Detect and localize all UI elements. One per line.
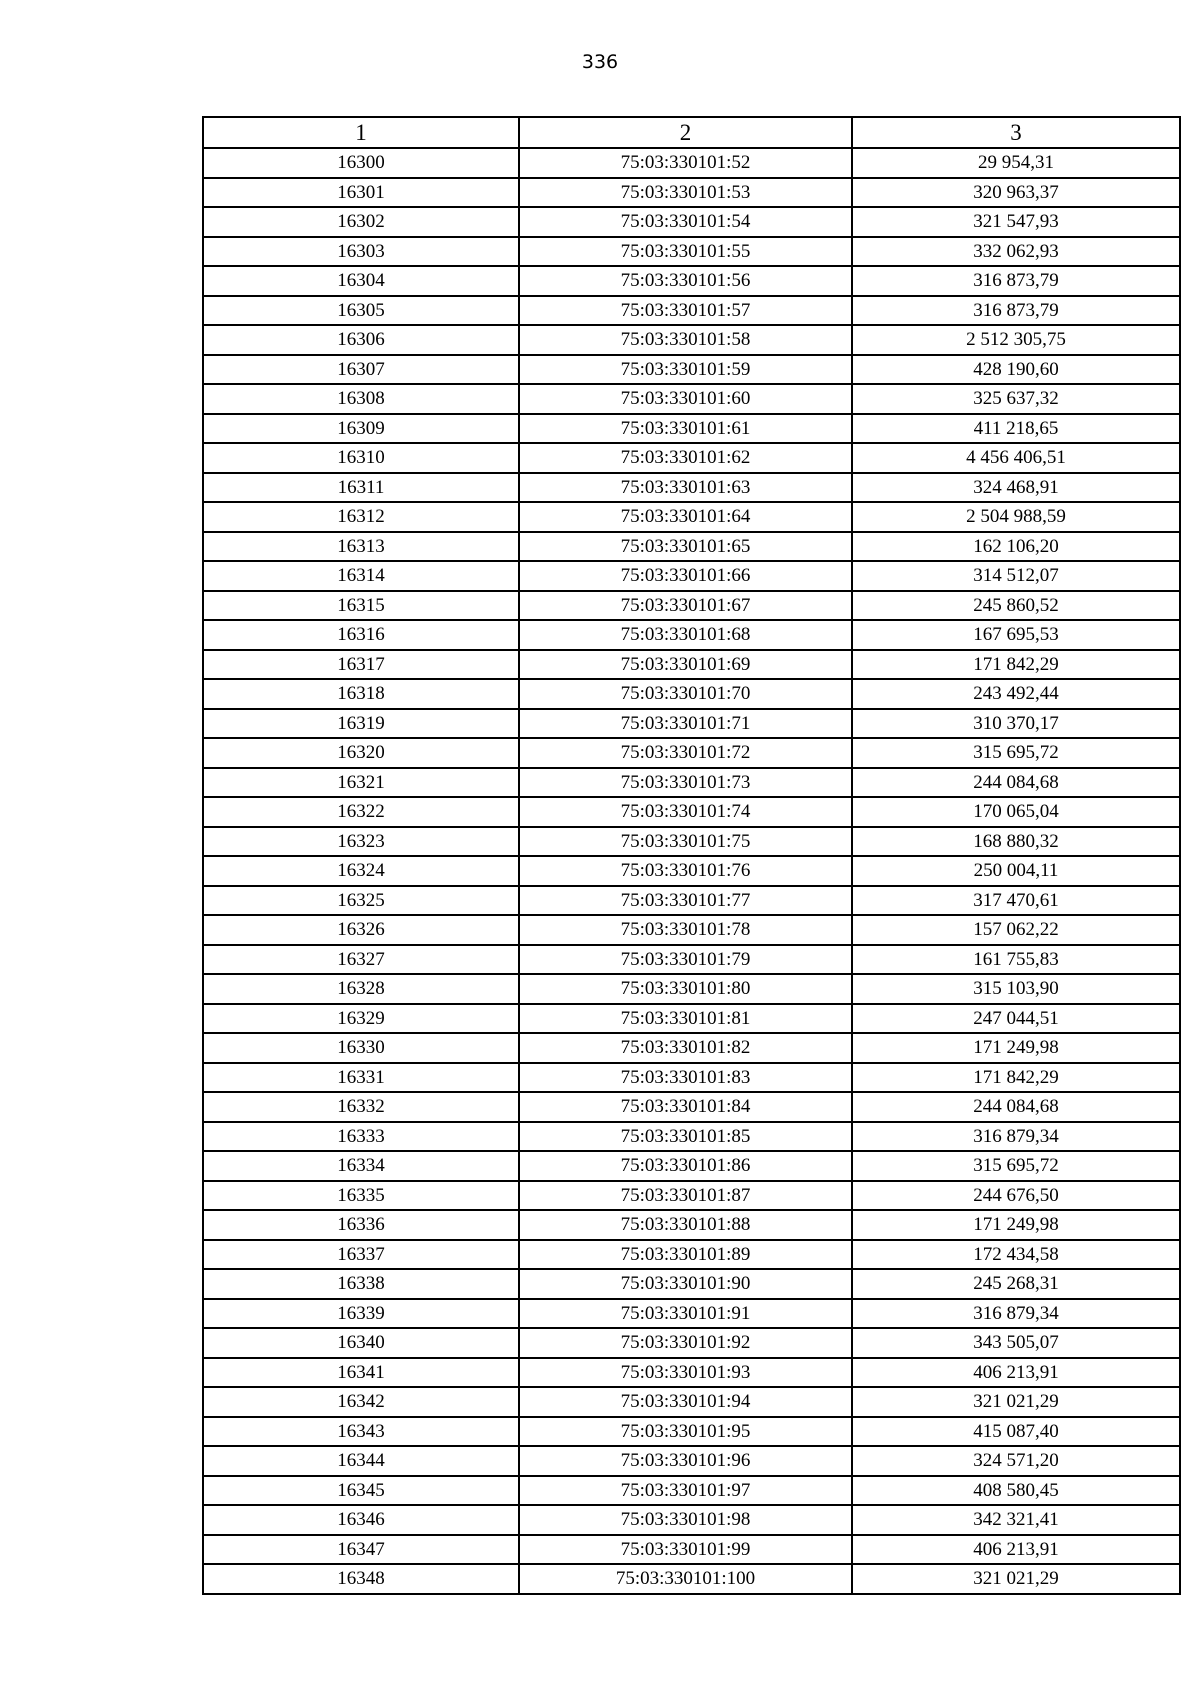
value-cell: 314 512,07: [852, 561, 1180, 591]
cadastral-number-cell: 75:03:330101:92: [519, 1328, 852, 1358]
cadastral-number-cell: 75:03:330101:71: [519, 709, 852, 739]
table-row: [203, 1063, 1180, 1093]
cadastral-number-cell: 75:03:330101:58: [519, 325, 852, 355]
cadastral-number-cell: 75:03:330101:68: [519, 620, 852, 650]
cadastral-number-cell: 75:03:330101:87: [519, 1181, 852, 1211]
table-row: [203, 266, 1180, 296]
value-cell: 2 504 988,59: [852, 502, 1180, 532]
table-row: [203, 414, 1180, 444]
table-row: [203, 738, 1180, 768]
value-cell: 168 880,32: [852, 827, 1180, 857]
row-number-cell: 16320: [203, 738, 519, 768]
cadastral-number-cell: 75:03:330101:74: [519, 797, 852, 827]
cadastral-number-cell: 75:03:330101:76: [519, 856, 852, 886]
table-row: [203, 1122, 1180, 1152]
value-cell: 316 879,34: [852, 1299, 1180, 1329]
cadastral-number-cell: 75:03:330101:56: [519, 266, 852, 296]
value-cell: 316 879,34: [852, 1122, 1180, 1152]
cadastral-number-cell: 75:03:330101:55: [519, 237, 852, 267]
row-number-cell: 16301: [203, 178, 519, 208]
table-row: [203, 797, 1180, 827]
row-number-cell: 16342: [203, 1387, 519, 1417]
cadastral-number-cell: 75:03:330101:60: [519, 384, 852, 414]
column-header-1: 1: [203, 117, 519, 148]
cadastral-number-cell: 75:03:330101:83: [519, 1063, 852, 1093]
value-cell: 316 873,79: [852, 266, 1180, 296]
row-number-cell: 16325: [203, 886, 519, 916]
table-row: [203, 1269, 1180, 1299]
cadastral-number-cell: 75:03:330101:70: [519, 679, 852, 709]
value-cell: 245 860,52: [852, 591, 1180, 621]
value-cell: 310 370,17: [852, 709, 1180, 739]
cadastral-number-cell: 75:03:330101:82: [519, 1033, 852, 1063]
row-number-cell: 16316: [203, 620, 519, 650]
row-number-cell: 16348: [203, 1564, 519, 1594]
cadastral-number-cell: 75:03:330101:97: [519, 1476, 852, 1506]
value-cell: 321 547,93: [852, 207, 1180, 237]
table-row: [203, 1505, 1180, 1535]
cadastral-number-cell: 75:03:330101:62: [519, 443, 852, 473]
data-table: [202, 116, 1181, 1595]
cadastral-number-cell: 75:03:330101:84: [519, 1092, 852, 1122]
row-number-cell: 16345: [203, 1476, 519, 1506]
row-number-cell: 16346: [203, 1505, 519, 1535]
cadastral-number-cell: 75:03:330101:73: [519, 768, 852, 798]
cadastral-number-cell: 75:03:330101:98: [519, 1505, 852, 1535]
row-number-cell: 16344: [203, 1446, 519, 1476]
table-row: [203, 650, 1180, 680]
value-cell: 244 084,68: [852, 1092, 1180, 1122]
row-number-cell: 16337: [203, 1240, 519, 1270]
table-row: [203, 1092, 1180, 1122]
value-cell: 321 021,29: [852, 1564, 1180, 1594]
table-row: [203, 856, 1180, 886]
row-number-cell: 16310: [203, 443, 519, 473]
row-number-cell: 16321: [203, 768, 519, 798]
row-number-cell: 16327: [203, 945, 519, 975]
value-cell: 243 492,44: [852, 679, 1180, 709]
cadastral-number-cell: 75:03:330101:52: [519, 148, 852, 178]
table-header-row: [203, 117, 1180, 148]
table-row: [203, 532, 1180, 562]
row-number-cell: 16332: [203, 1092, 519, 1122]
value-cell: 325 637,32: [852, 384, 1180, 414]
cadastral-number-cell: 75:03:330101:75: [519, 827, 852, 857]
cadastral-number-cell: 75:03:330101:85: [519, 1122, 852, 1152]
table-row: [203, 148, 1180, 178]
cadastral-number-cell: 75:03:330101:65: [519, 532, 852, 562]
value-cell: 29 954,31: [852, 148, 1180, 178]
value-cell: 315 695,72: [852, 738, 1180, 768]
cadastral-number-cell: 75:03:330101:88: [519, 1210, 852, 1240]
column-header-2: 2: [519, 117, 852, 148]
table-row: [203, 886, 1180, 916]
row-number-cell: 16303: [203, 237, 519, 267]
value-cell: 316 873,79: [852, 296, 1180, 326]
table-row: [203, 768, 1180, 798]
value-cell: 406 213,91: [852, 1358, 1180, 1388]
cadastral-number-cell: 75:03:330101:86: [519, 1151, 852, 1181]
row-number-cell: 16333: [203, 1122, 519, 1152]
table-body: [203, 148, 1180, 1594]
table-row: [203, 974, 1180, 1004]
table-row: [203, 473, 1180, 503]
table-row: [203, 178, 1180, 208]
value-cell: 332 062,93: [852, 237, 1180, 267]
cadastral-number-cell: 75:03:330101:57: [519, 296, 852, 326]
row-number-cell: 16304: [203, 266, 519, 296]
table-row: [203, 1328, 1180, 1358]
table-row: [203, 1358, 1180, 1388]
value-cell: 411 218,65: [852, 414, 1180, 444]
table-row: [203, 1299, 1180, 1329]
value-cell: 171 842,29: [852, 650, 1180, 680]
table-row: [203, 1210, 1180, 1240]
row-number-cell: 16309: [203, 414, 519, 444]
table-row: [203, 1181, 1180, 1211]
cadastral-number-cell: 75:03:330101:81: [519, 1004, 852, 1034]
table-row: [203, 1446, 1180, 1476]
value-cell: 170 065,04: [852, 797, 1180, 827]
value-cell: 4 456 406,51: [852, 443, 1180, 473]
value-cell: 320 963,37: [852, 178, 1180, 208]
value-cell: 244 084,68: [852, 768, 1180, 798]
value-cell: 342 321,41: [852, 1505, 1180, 1535]
row-number-cell: 16300: [203, 148, 519, 178]
cadastral-number-cell: 75:03:330101:53: [519, 178, 852, 208]
row-number-cell: 16336: [203, 1210, 519, 1240]
row-number-cell: 16318: [203, 679, 519, 709]
value-cell: 157 062,22: [852, 915, 1180, 945]
value-cell: 315 103,90: [852, 974, 1180, 1004]
row-number-cell: 16341: [203, 1358, 519, 1388]
value-cell: 324 468,91: [852, 473, 1180, 503]
cadastral-number-cell: 75:03:330101:94: [519, 1387, 852, 1417]
value-cell: 408 580,45: [852, 1476, 1180, 1506]
value-cell: 250 004,11: [852, 856, 1180, 886]
cadastral-number-cell: 75:03:330101:66: [519, 561, 852, 591]
table-row: [203, 502, 1180, 532]
value-cell: 161 755,83: [852, 945, 1180, 975]
row-number-cell: 16329: [203, 1004, 519, 1034]
cadastral-number-cell: 75:03:330101:89: [519, 1240, 852, 1270]
cadastral-number-cell: 75:03:330101:77: [519, 886, 852, 916]
value-cell: 171 249,98: [852, 1210, 1180, 1240]
value-cell: 245 268,31: [852, 1269, 1180, 1299]
table-row: [203, 1033, 1180, 1063]
value-cell: 415 087,40: [852, 1417, 1180, 1447]
table-row: [203, 1476, 1180, 1506]
row-number-cell: 16347: [203, 1535, 519, 1565]
table-row: [203, 945, 1180, 975]
row-number-cell: 16311: [203, 473, 519, 503]
page-number: 336: [581, 51, 619, 73]
row-number-cell: 16330: [203, 1033, 519, 1063]
row-number-cell: 16315: [203, 591, 519, 621]
value-cell: 343 505,07: [852, 1328, 1180, 1358]
cadastral-number-cell: 75:03:330101:72: [519, 738, 852, 768]
row-number-cell: 16312: [203, 502, 519, 532]
cadastral-number-cell: 75:03:330101:67: [519, 591, 852, 621]
row-number-cell: 16335: [203, 1181, 519, 1211]
cadastral-number-cell: 75:03:330101:61: [519, 414, 852, 444]
table-row: [203, 1004, 1180, 1034]
table-row: [203, 1535, 1180, 1565]
table-row: [203, 827, 1180, 857]
table-row: [203, 207, 1180, 237]
row-number-cell: 16343: [203, 1417, 519, 1447]
table-row: [203, 915, 1180, 945]
value-cell: 171 249,98: [852, 1033, 1180, 1063]
row-number-cell: 16331: [203, 1063, 519, 1093]
value-cell: 2 512 305,75: [852, 325, 1180, 355]
cadastral-number-cell: 75:03:330101:54: [519, 207, 852, 237]
row-number-cell: 16317: [203, 650, 519, 680]
row-number-cell: 16324: [203, 856, 519, 886]
row-number-cell: 16326: [203, 915, 519, 945]
value-cell: 162 106,20: [852, 532, 1180, 562]
table-row: [203, 443, 1180, 473]
table-row: [203, 296, 1180, 326]
row-number-cell: 16338: [203, 1269, 519, 1299]
value-cell: 171 842,29: [852, 1063, 1180, 1093]
value-cell: 406 213,91: [852, 1535, 1180, 1565]
value-cell: 167 695,53: [852, 620, 1180, 650]
row-number-cell: 16308: [203, 384, 519, 414]
cadastral-number-cell: 75:03:330101:95: [519, 1417, 852, 1447]
row-number-cell: 16305: [203, 296, 519, 326]
row-number-cell: 16340: [203, 1328, 519, 1358]
row-number-cell: 16314: [203, 561, 519, 591]
table-row: [203, 1417, 1180, 1447]
table-row: [203, 561, 1180, 591]
table-row: [203, 709, 1180, 739]
table-row: [203, 237, 1180, 267]
cadastral-number-cell: 75:03:330101:80: [519, 974, 852, 1004]
cadastral-number-cell: 75:03:330101:91: [519, 1299, 852, 1329]
cadastral-number-cell: 75:03:330101:96: [519, 1446, 852, 1476]
value-cell: 428 190,60: [852, 355, 1180, 385]
table-row: [203, 679, 1180, 709]
row-number-cell: 16339: [203, 1299, 519, 1329]
cadastral-number-cell: 75:03:330101:99: [519, 1535, 852, 1565]
row-number-cell: 16306: [203, 325, 519, 355]
cadastral-number-cell: 75:03:330101:69: [519, 650, 852, 680]
table-row: [203, 355, 1180, 385]
value-cell: 172 434,58: [852, 1240, 1180, 1270]
value-cell: 321 021,29: [852, 1387, 1180, 1417]
column-header-3: 3: [852, 117, 1180, 148]
table-row: [203, 384, 1180, 414]
cadastral-number-cell: 75:03:330101:93: [519, 1358, 852, 1388]
value-cell: 244 676,50: [852, 1181, 1180, 1211]
value-cell: 324 571,20: [852, 1446, 1180, 1476]
table-row: [203, 1240, 1180, 1270]
row-number-cell: 16319: [203, 709, 519, 739]
row-number-cell: 16334: [203, 1151, 519, 1181]
table-row: [203, 1151, 1180, 1181]
table-row: [203, 591, 1180, 621]
table-row: [203, 325, 1180, 355]
value-cell: 317 470,61: [852, 886, 1180, 916]
cadastral-number-cell: 75:03:330101:100: [519, 1564, 852, 1594]
table-row: [203, 1564, 1180, 1594]
cadastral-number-cell: 75:03:330101:64: [519, 502, 852, 532]
row-number-cell: 16323: [203, 827, 519, 857]
table-row: [203, 1387, 1180, 1417]
cadastral-number-cell: 75:03:330101:63: [519, 473, 852, 503]
cadastral-number-cell: 75:03:330101:59: [519, 355, 852, 385]
row-number-cell: 16307: [203, 355, 519, 385]
row-number-cell: 16313: [203, 532, 519, 562]
cadastral-number-cell: 75:03:330101:79: [519, 945, 852, 975]
row-number-cell: 16302: [203, 207, 519, 237]
cadastral-number-cell: 75:03:330101:90: [519, 1269, 852, 1299]
table-row: [203, 620, 1180, 650]
value-cell: 247 044,51: [852, 1004, 1180, 1034]
row-number-cell: 16328: [203, 974, 519, 1004]
cadastral-number-cell: 75:03:330101:78: [519, 915, 852, 945]
row-number-cell: 16322: [203, 797, 519, 827]
value-cell: 315 695,72: [852, 1151, 1180, 1181]
